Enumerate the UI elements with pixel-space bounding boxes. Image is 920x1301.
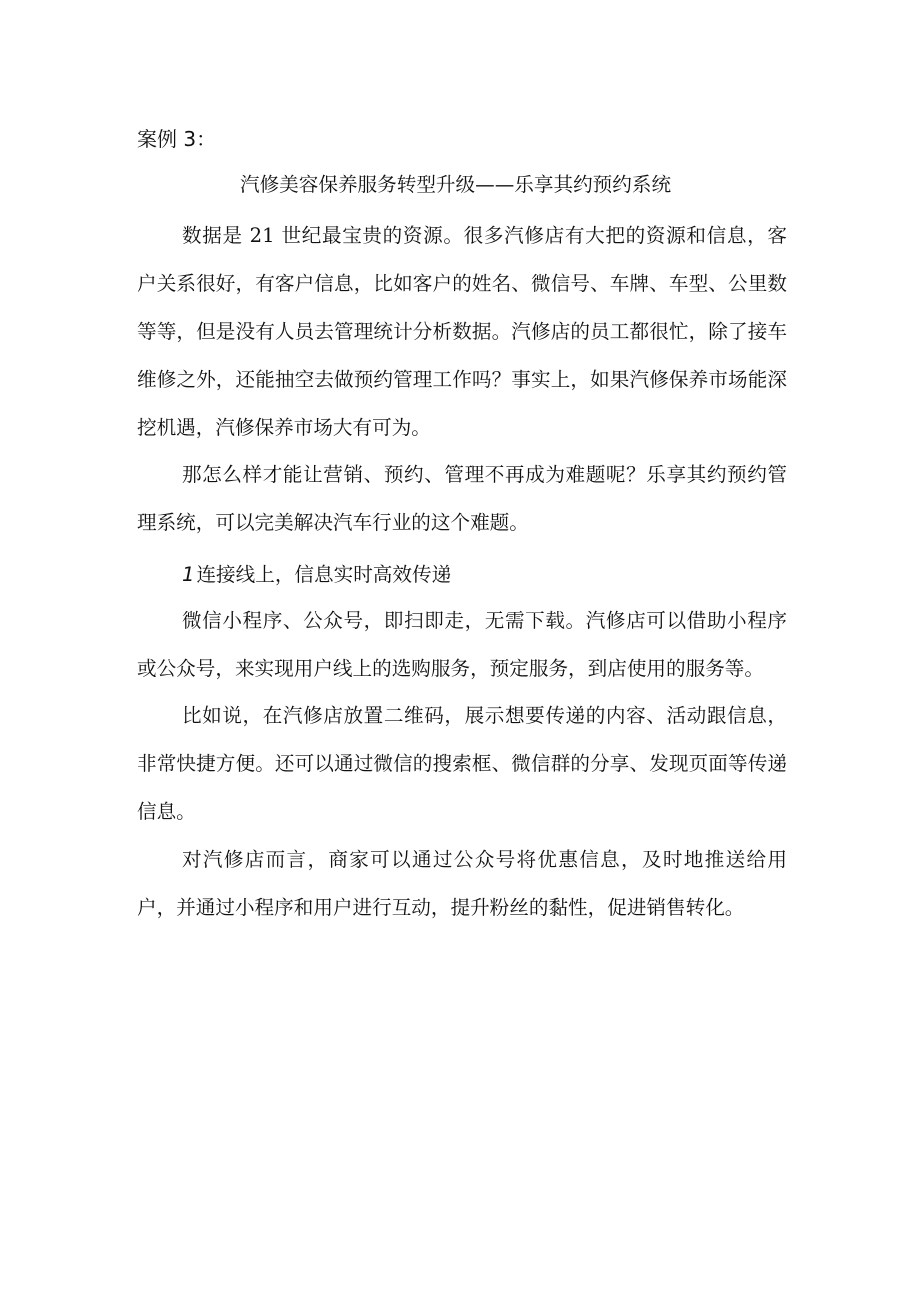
body-paragraph: 那怎么样才能让营销、预约、管理不再成为难题呢？乐享其约预约管理系统，可以完美解决汽车行业的这个难题。 [137,463,787,534]
body-paragraph: 数据是 21 世纪最宝贵的资源。很多汽修店有大把的资源和信息，客户关系很好，有客户信息，比如客户的姓名、微信号、车牌、车型、公里数等等，但是没有人员去管理统计分析数据。汽修店的员工都很忙，除了接车维修之外，还能抽空去做预约管理工作吗？事实上，如果汽修保养市场能深挖机遇，汽修保养市场大有可为。 [137,224,787,439]
case-label: 案例 3： [137,127,217,151]
section-heading-text: 连接线上，信息实时高效传递 [196,563,452,586]
section-paragraph: 比如说，在汽修店放置二维码，展示想要传递的内容、活动跟信息，非常快捷方便。还可以通过微信的搜索框、微信群的分享、发现页面等传递信息。 [137,704,787,823]
section-number: 1 [182,563,195,586]
document-title: 汽修美容保养服务转型升级——乐享其约预约系统 [240,173,672,196]
section-heading [182,561,451,589]
section-paragraph: 微信小程序、公众号，即扫即走，无需下载。汽修店可以借助小程序或公众号，来实现用户线上的选购服务，预定服务，到店使用的服务等。 [137,609,787,680]
section-paragraph: 对汽修店而言，商家可以通过公众号将优惠信息，及时地推送给用户，并通过小程序和用户进行互动，提升粉丝的黏性，促进销售转化。 [137,848,787,919]
